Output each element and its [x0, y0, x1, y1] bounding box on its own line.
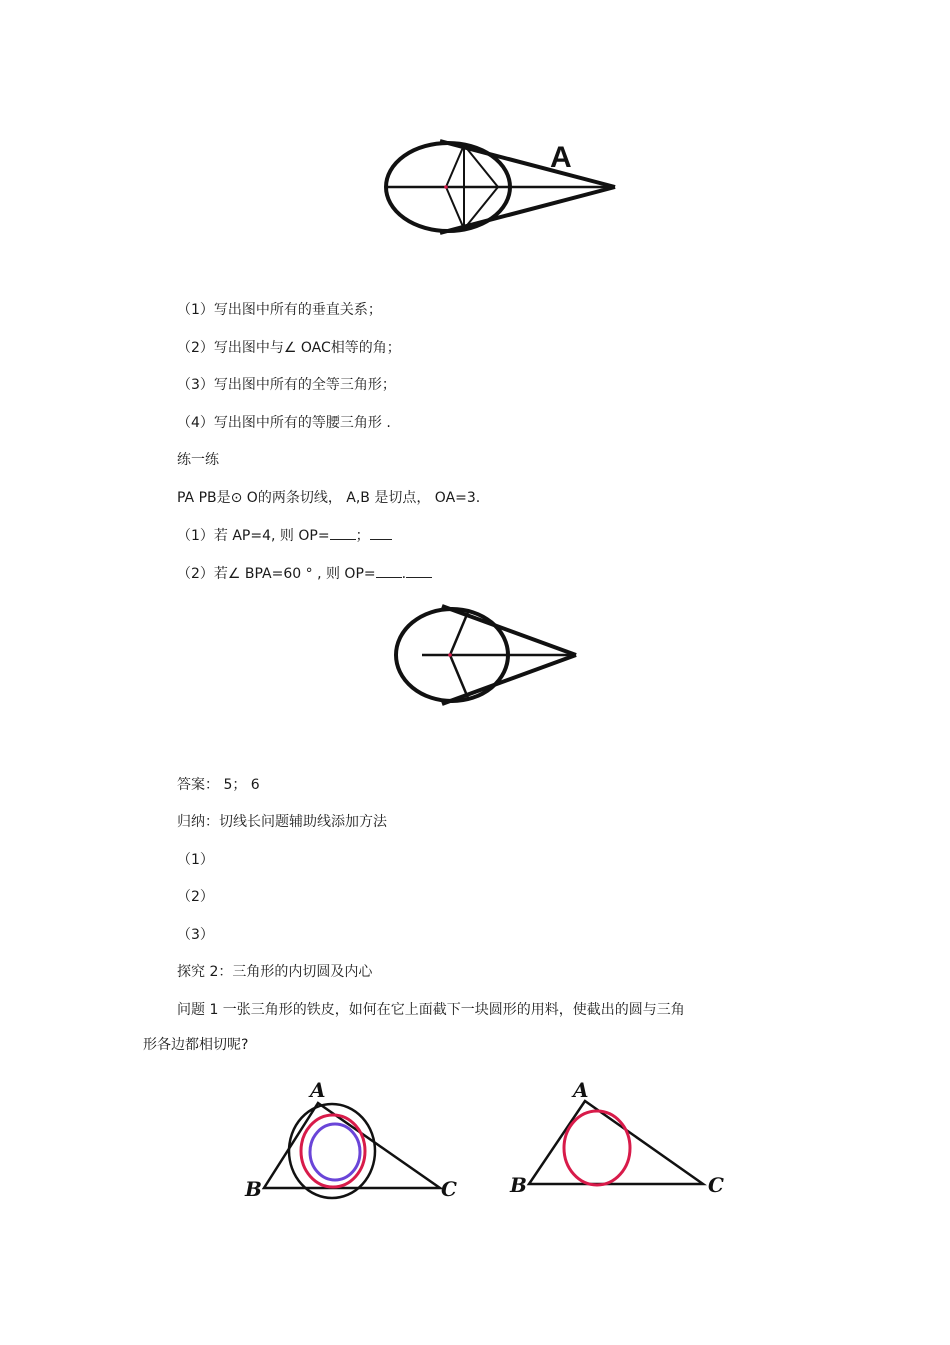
center-point-2 — [448, 653, 452, 657]
answer-text: 答案： 5； 6 — [177, 777, 260, 793]
question-3: （3）写出图中所有的全等三角形； — [177, 377, 396, 393]
practice-q1-suffix: ； — [355, 528, 370, 544]
answer-blank-2 — [376, 563, 402, 578]
problem-line-1: 问题 1 一张三角形的铁皮，如何在它上面截下一块圆形的用料，使截出的圆与三角 — [177, 1002, 685, 1018]
tangent-figure-1 — [380, 135, 630, 240]
practice-q2-suffix: . — [401, 566, 407, 582]
summary-item-1: （1） — [177, 852, 214, 868]
radius-upper — [450, 612, 468, 655]
label-a: A — [550, 141, 572, 174]
radius-ob — [446, 187, 464, 229]
vertex-a-1: A — [310, 1078, 326, 1102]
summary-item-3: （3） — [177, 927, 214, 943]
radius-lower — [450, 655, 468, 698]
practice-q1-prefix: （1）若 AP=4, 则 OP= — [177, 528, 330, 544]
explore-heading: 探究 2：三角形的内切圆及内心 — [177, 964, 373, 980]
summary-heading: 归纳：切线长问题辅助线添加方法 — [177, 814, 387, 830]
answer-blank-1b — [370, 525, 392, 540]
triangle-circles-figure — [240, 1075, 465, 1205]
answer-blank-2b — [406, 563, 432, 578]
incircle — [564, 1111, 630, 1185]
vertex-a-2: A — [573, 1078, 589, 1102]
practice-statement: PA PB是⊙ O的两条切线， A,B 是切点， OA=3. — [177, 490, 481, 506]
vertex-c-1: C — [441, 1177, 457, 1201]
triangle-abc-2 — [529, 1101, 703, 1184]
tangent-figure-2 — [390, 600, 590, 710]
center-point — [444, 185, 448, 189]
vertex-b-1: B — [245, 1177, 262, 1201]
practice-question-1 — [177, 525, 392, 546]
practice-q2-prefix: （2）若∠ BPA=60 ° , 则 OP= — [177, 566, 376, 582]
triangle-incircle-figure — [505, 1075, 730, 1200]
problem-line-2: 形各边都相切呢? — [143, 1037, 249, 1053]
practice-heading: 练一练 — [177, 452, 219, 468]
question-1: （1）写出图中所有的垂直关系； — [177, 302, 382, 318]
inner-circle-purple — [310, 1124, 360, 1180]
practice-question-2 — [177, 563, 432, 584]
answer-blank-1 — [330, 525, 356, 540]
question-4: （4）写出图中所有的等腰三角形 . — [177, 415, 391, 431]
vertex-c-2: C — [708, 1173, 724, 1197]
question-2: （2）写出图中与∠ OAC相等的角； — [177, 340, 401, 356]
summary-item-2: （2） — [177, 889, 214, 905]
radius-oa — [446, 145, 464, 187]
vertex-b-2: B — [510, 1173, 527, 1197]
